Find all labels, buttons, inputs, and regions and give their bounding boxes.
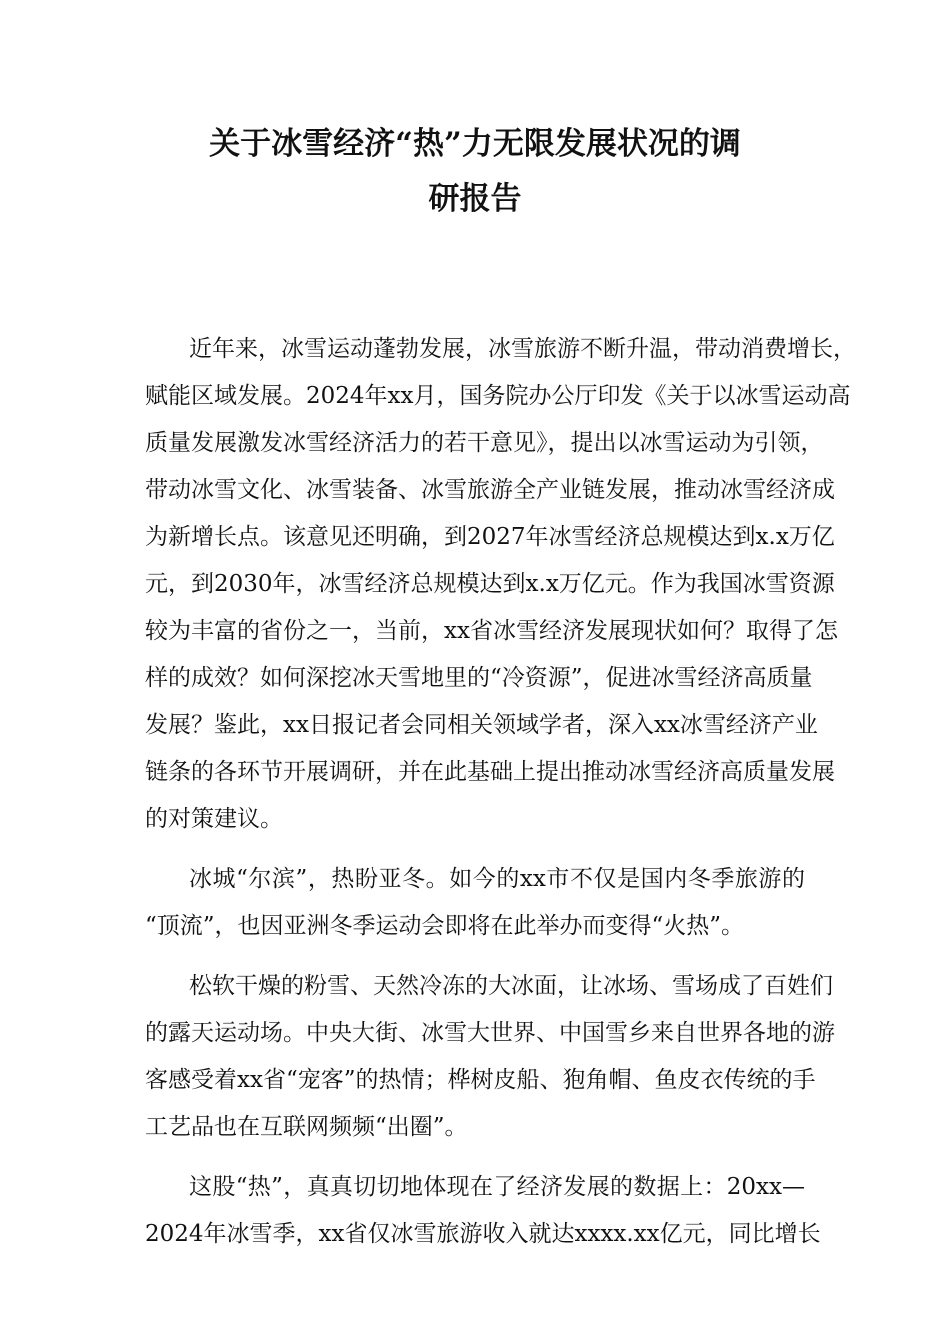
- document-body: [145, 326, 856, 1271]
- text-line: 松软干燥的粉雪、天然冷冻的大冰面，让冰场、雪场成了百姓们: [189, 973, 833, 999]
- text-line: 冰城“尔滨”，热盼亚冬。如今的xx市不仅是国内冬季旅游的: [189, 866, 805, 892]
- text-line: 带动冰雪文化、冰雪装备、冰雪旅游全产业链发展，推动冰雪经济成: [145, 477, 835, 503]
- text-line: “顶流”，也因亚洲冬季运动会即将在此举办而变得“火热”。: [145, 913, 745, 939]
- paragraph: [145, 1164, 821, 1258]
- text-line: 客感受着xx省“宠客”的热情；桦树皮船、狍角帽、鱼皮衣传统的手: [145, 1067, 816, 1093]
- text-line: 较为丰富的省份之一，当前，xx省冰雪经济发展现状如何？取得了怎: [145, 618, 838, 644]
- text-line: 这股“热”，真真切切地体现在了经济发展的数据上：20xx—: [189, 1174, 805, 1200]
- text-line: 发展？鉴此，xx日报记者会同相关领域学者，深入xx冰雪经济产业: [145, 712, 818, 738]
- paragraph: [145, 326, 856, 843]
- text-line: 的对策建议。: [145, 806, 283, 832]
- text-line: 链条的各环节开展调研，并在此基础上提出推动冰雪经济高质量发展: [145, 759, 835, 785]
- text-line: 2024年冰雪季，xx省仅冰雪旅游收入就达xxxx.xx亿元，同比增长: [145, 1221, 821, 1247]
- text-line: 的露天运动场。中央大街、冰雪大世界、中国雪乡来自世界各地的游: [145, 1020, 835, 1046]
- paragraph: [145, 856, 805, 950]
- text-line: 元，到2030年，冰雪经济总规模达到x.x万亿元。作为我国冰雪资源: [145, 571, 835, 597]
- title-line: 关于冰雪经济“热”力无限发展状况的调: [209, 126, 741, 162]
- text-line: 近年来，冰雪运动蓬勃发展，冰雪旅游不断升温，带动消费增长，: [189, 336, 856, 362]
- text-line: 工艺品也在互联网频频“出圈”。: [145, 1114, 468, 1140]
- document-title: [0, 117, 950, 227]
- text-line: 为新增长点。该意见还明确，到2027年冰雪经济总规模达到x.x万亿: [145, 524, 835, 550]
- title-line: 研报告: [428, 181, 522, 217]
- text-line: 质量发展激发冰雪经济活力的若干意见》，提出以冰雪运动为引领，: [145, 430, 824, 456]
- paragraph: [145, 963, 835, 1151]
- text-line: 样的成效？如何深挖冰天雪地里的“冷资源”，促进冰雪经济高质量: [145, 665, 813, 691]
- text-line: 赋能区域发展。2024年xx月，国务院办公厅印发《关于以冰雪运动高: [145, 383, 851, 409]
